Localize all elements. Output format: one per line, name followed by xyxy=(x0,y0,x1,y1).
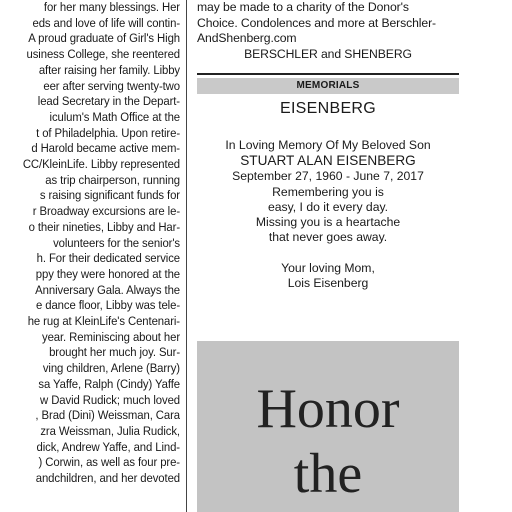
obituary-text-line: sa Yaffe, Ralph (Cindy) Yaffe xyxy=(38,376,180,391)
obituary-text-line: dick, Andrew Yaffe, and Lind- xyxy=(36,439,180,454)
obituary-text-line: Choice. Condolences and more at Berschler- xyxy=(197,15,436,30)
ad-headline-line: the xyxy=(293,443,363,505)
memorial-verse-line: that never goes away. xyxy=(268,230,388,245)
obituary-text-line: ) Corwin, as well as four pre- xyxy=(38,455,180,470)
obituary-column-right xyxy=(197,0,459,512)
honor-ad-box xyxy=(197,341,459,512)
memorial-closing: Your loving Mom, xyxy=(281,260,375,275)
obituary-text-line: o their nineties, Libby and Har- xyxy=(28,219,180,234)
obituary-text-line: e dance floor, Libby was tele- xyxy=(35,298,180,313)
obituary-text-line: may be made to a charity of the Donor's xyxy=(197,0,409,14)
section-rule xyxy=(197,73,459,75)
obituary-text-line: ving children, Arlene (Barry) xyxy=(42,361,180,376)
obituary-text-line: volunteers for the senior's xyxy=(53,235,180,250)
memorial-notice xyxy=(197,138,459,291)
memorial-surname: EISENBERG xyxy=(279,100,377,117)
obituary-text-line: as trip chairperson, running xyxy=(45,172,180,187)
obituary-text-line: w David Rudick; much loved xyxy=(40,392,180,407)
obituary-text-line: ppy they were honored at the xyxy=(35,266,180,281)
memorial-verse-line: Missing you is a heartache xyxy=(255,215,401,230)
memorials-section-header xyxy=(197,73,459,94)
obituary-text-line: A proud graduate of Girl's High xyxy=(28,31,180,46)
obituary-text-line: for her many blessings. Her xyxy=(43,0,180,14)
obituary-text-line: r Broadway excursions are le- xyxy=(32,204,180,219)
memorial-verse-line: Remembering you is xyxy=(272,184,384,199)
ad-headline-line: Honor xyxy=(256,378,400,440)
obituary-text-line: , Brad (Dini) Weissman, Cara xyxy=(35,408,180,423)
memorial-signed: Lois Eisenberg xyxy=(287,276,369,291)
obituary-text-line: AndShenberg.com xyxy=(197,31,297,46)
obituary-text-line: CC/KleinLife. Libby represented xyxy=(22,157,180,172)
memorial-honoree: STUART ALAN EISENBERG xyxy=(240,153,416,169)
section-title: MEMORIALS xyxy=(197,78,459,94)
obituary-text-line: t of Philadelphia. Upon retire- xyxy=(36,125,180,140)
obituary-text-line: zra Weissman, Julia Rudick, xyxy=(40,423,180,438)
column-divider xyxy=(186,0,187,512)
obituary-text-line: brought her much joy. Sur- xyxy=(49,345,180,360)
memorial-verse-line: easy, I do it every day. xyxy=(267,199,389,214)
obituary-text-line: h. For their dedicated service xyxy=(36,251,180,266)
obituary-text-line: he rug at KleinLife's Centenari- xyxy=(27,314,180,329)
memorial-dates: September 27, 1960 - June 7, 2017 xyxy=(232,169,424,184)
obituary-text-line: usiness College, she reentered xyxy=(26,47,180,62)
obituary-text-line: andchildren, and her devoted xyxy=(35,471,180,486)
obituary-tail xyxy=(197,0,459,63)
funeral-home-signature: BERSCHLER and SHENBERG xyxy=(244,47,412,62)
obituary-column-left xyxy=(0,0,180,512)
obituary-text-line: after raising her family. Libby xyxy=(38,62,180,77)
obituary-text-line: Anniversary Gala. Always the xyxy=(35,282,180,297)
obituary-text-line: s raising significant funds for xyxy=(39,188,180,203)
obituary-text-line: year. Reminiscing about her xyxy=(42,329,180,344)
obituary-text-line: eds and love of life will contin- xyxy=(32,15,180,30)
obituary-text-line: iculum's Math Office at the xyxy=(49,109,180,124)
memorial-intro: In Loving Memory Of My Beloved Son xyxy=(225,138,431,152)
obituary-text-line: eer after serving twenty-two xyxy=(43,78,180,93)
obituary-text-line: d Harold became active mem- xyxy=(31,141,180,156)
obituary-text-line: lead Secretary in the Depart- xyxy=(37,94,180,109)
